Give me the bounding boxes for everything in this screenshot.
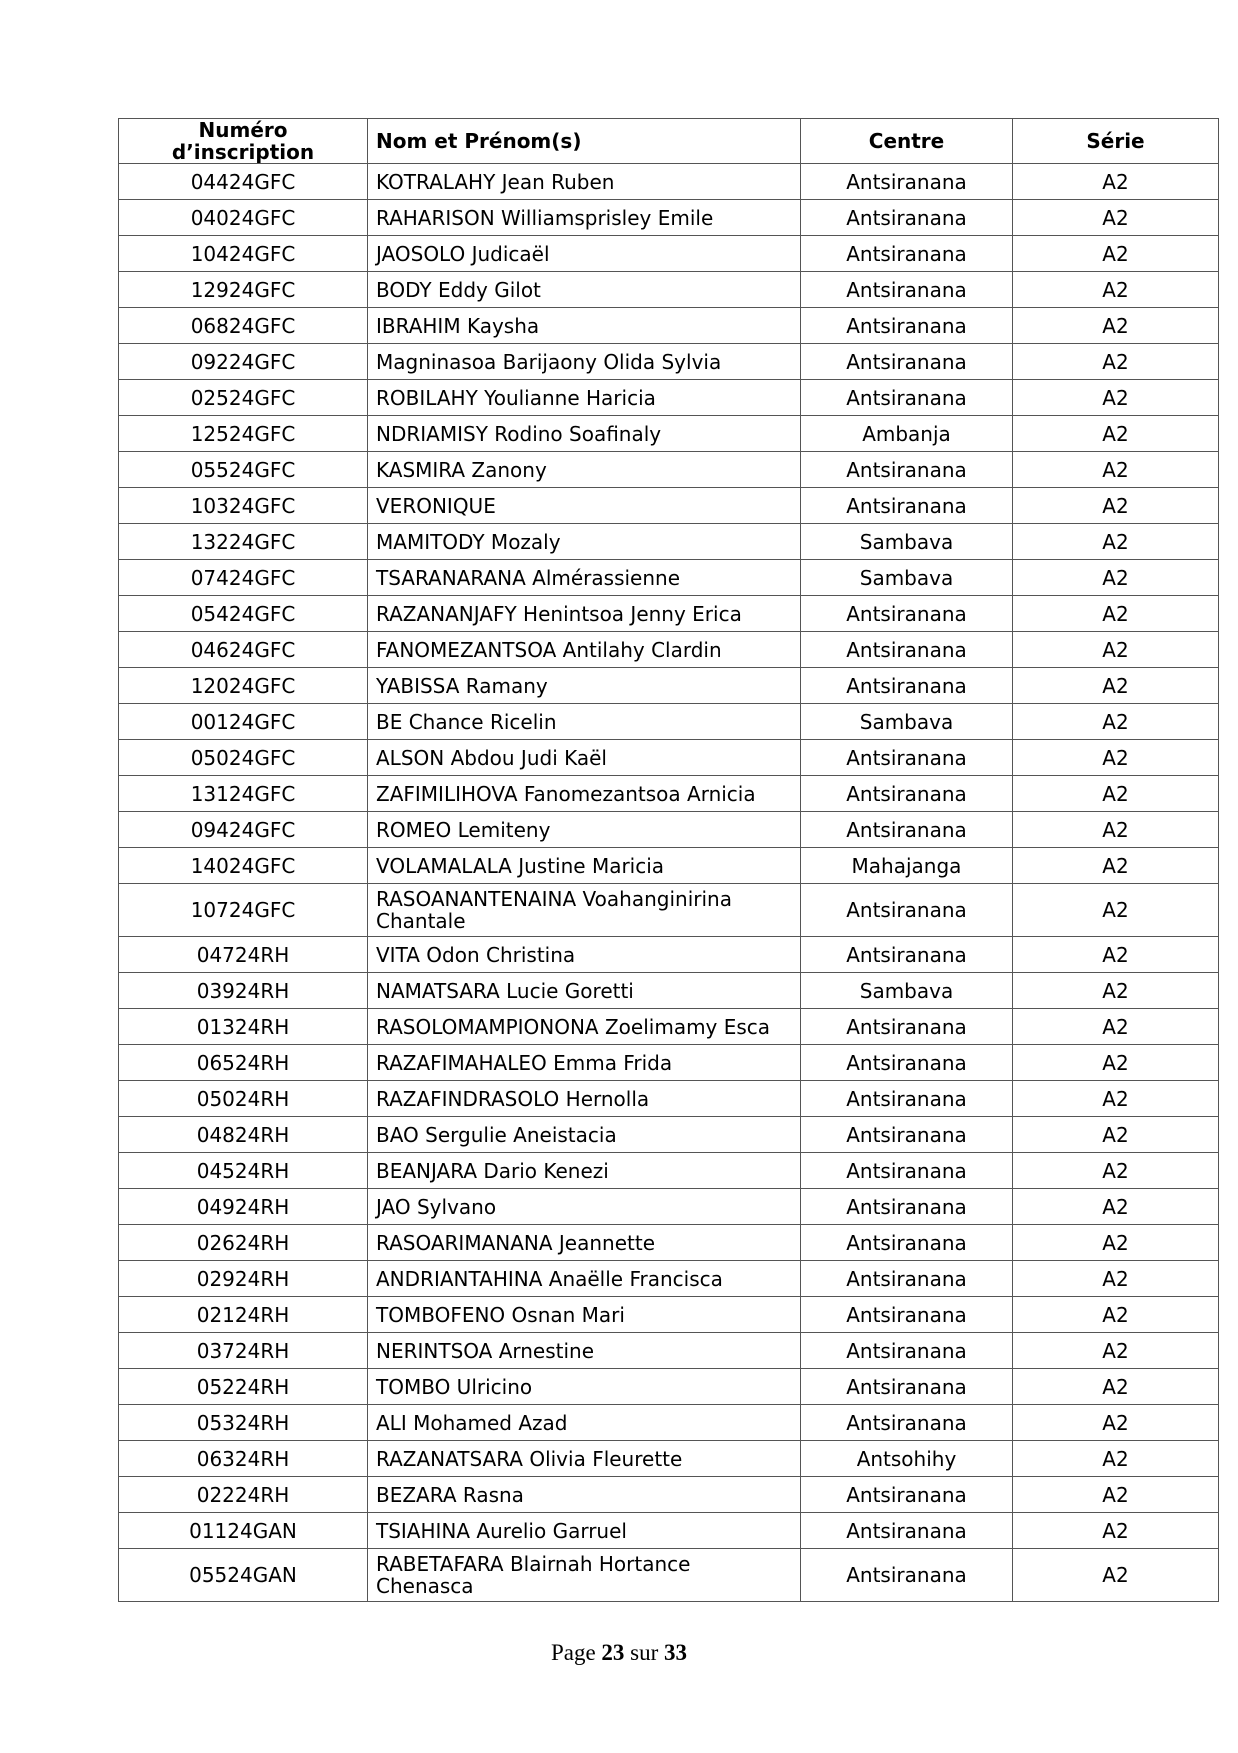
centre-cell: Antsiranana <box>801 1477 1013 1513</box>
table-row <box>119 1333 1219 1369</box>
registration-number-cell: 04924RH <box>119 1189 368 1225</box>
name-cell: IBRAHIM Kaysha <box>368 308 801 344</box>
name-cell: ROBILAHY Youlianne Haricia <box>368 380 801 416</box>
name-cell: RASOANANTENAINA Voahanginirina Chantale <box>368 884 801 937</box>
serie-cell: A2 <box>1013 560 1219 596</box>
header-registration-number: Numéro d’inscription <box>119 119 368 164</box>
name-cell: RAZAFINDRASOLO Hernolla <box>368 1081 801 1117</box>
serie-cell: A2 <box>1013 344 1219 380</box>
results-table <box>118 118 1219 1602</box>
serie-cell: A2 <box>1013 704 1219 740</box>
registration-number-cell: 04424GFC <box>119 164 368 200</box>
registration-number-cell: 02124RH <box>119 1297 368 1333</box>
name-cell: TOMBO Ulricino <box>368 1369 801 1405</box>
centre-cell: Antsiranana <box>801 812 1013 848</box>
table-body <box>119 164 1219 1602</box>
centre-cell: Antsiranana <box>801 344 1013 380</box>
registration-number-cell: 12924GFC <box>119 272 368 308</box>
registration-number-cell: 12024GFC <box>119 668 368 704</box>
table-row <box>119 1549 1219 1602</box>
registration-number-cell: 14024GFC <box>119 848 368 884</box>
serie-cell: A2 <box>1013 1369 1219 1405</box>
page-label: Page <box>550 1640 596 1665</box>
serie-cell: A2 <box>1013 848 1219 884</box>
name-cell: ZAFIMILIHOVA Fanomezantsoa Arnicia <box>368 776 801 812</box>
serie-cell: A2 <box>1013 632 1219 668</box>
centre-cell: Antsiranana <box>801 1549 1013 1602</box>
registration-number-cell: 02224RH <box>119 1477 368 1513</box>
centre-cell: Antsiranana <box>801 668 1013 704</box>
serie-cell: A2 <box>1013 1009 1219 1045</box>
centre-cell: Antsiranana <box>801 632 1013 668</box>
serie-cell: A2 <box>1013 1261 1219 1297</box>
table-row <box>119 848 1219 884</box>
serie-cell: A2 <box>1013 973 1219 1009</box>
registration-number-cell: 03924RH <box>119 973 368 1009</box>
name-cell: VERONIQUE <box>368 488 801 524</box>
serie-cell: A2 <box>1013 1441 1219 1477</box>
centre-cell: Antsiranana <box>801 1261 1013 1297</box>
header-row <box>119 119 1219 164</box>
table-row <box>119 272 1219 308</box>
registration-number-cell: 06324RH <box>119 1441 368 1477</box>
serie-cell: A2 <box>1013 1297 1219 1333</box>
centre-cell: Antsiranana <box>801 308 1013 344</box>
serie-cell: A2 <box>1013 937 1219 973</box>
serie-cell: A2 <box>1013 1189 1219 1225</box>
registration-number-cell: 05224RH <box>119 1369 368 1405</box>
serie-cell: A2 <box>1013 524 1219 560</box>
table-row <box>119 1045 1219 1081</box>
header-centre: Centre <box>801 119 1013 164</box>
serie-cell: A2 <box>1013 452 1219 488</box>
registration-number-cell: 05024GFC <box>119 740 368 776</box>
name-cell: ALI Mohamed Azad <box>368 1405 801 1441</box>
registration-number-cell: 12524GFC <box>119 416 368 452</box>
centre-cell: Antsiranana <box>801 1081 1013 1117</box>
centre-cell: Sambava <box>801 524 1013 560</box>
centre-cell: Antsiranana <box>801 488 1013 524</box>
name-cell: TOMBOFENO Osnan Mari <box>368 1297 801 1333</box>
centre-cell: Antsiranana <box>801 1297 1013 1333</box>
name-cell: RASOLOMAMPIONONA Zoelimamy Esca <box>368 1009 801 1045</box>
name-cell: KASMIRA Zanony <box>368 452 801 488</box>
name-cell: FANOMEZANTSOA Antilahy Clardin <box>368 632 801 668</box>
table-row <box>119 1153 1219 1189</box>
table-row <box>119 164 1219 200</box>
table-row <box>119 1477 1219 1513</box>
serie-cell: A2 <box>1013 1225 1219 1261</box>
name-cell: RASOARIMANANA Jeannette <box>368 1225 801 1261</box>
page-number <box>0 1640 1238 1666</box>
serie-cell: A2 <box>1013 812 1219 848</box>
table-row <box>119 596 1219 632</box>
name-cell: TSARANARANA Almérassienne <box>368 560 801 596</box>
centre-cell: Antsiranana <box>801 1045 1013 1081</box>
registration-number-cell: 01124GAN <box>119 1513 368 1549</box>
serie-cell: A2 <box>1013 416 1219 452</box>
name-cell: BEZARA Rasna <box>368 1477 801 1513</box>
registration-number-cell: 10324GFC <box>119 488 368 524</box>
registration-number-cell: 05024RH <box>119 1081 368 1117</box>
centre-cell: Antsiranana <box>801 1009 1013 1045</box>
name-cell: RAHARISON Williamsprisley Emile <box>368 200 801 236</box>
registration-number-cell: 04724RH <box>119 937 368 973</box>
centre-cell: Ambanja <box>801 416 1013 452</box>
name-cell: ALSON Abdou Judi Kaël <box>368 740 801 776</box>
name-cell: JAO Sylvano <box>368 1189 801 1225</box>
name-cell: NERINTSOA Arnestine <box>368 1333 801 1369</box>
centre-cell: Antsiranana <box>801 1153 1013 1189</box>
centre-cell: Antsiranana <box>801 200 1013 236</box>
table-row <box>119 1441 1219 1477</box>
serie-cell: A2 <box>1013 1549 1219 1602</box>
table-row <box>119 1297 1219 1333</box>
serie-cell: A2 <box>1013 272 1219 308</box>
name-cell: BE Chance Ricelin <box>368 704 801 740</box>
registration-number-cell: 05424GFC <box>119 596 368 632</box>
centre-cell: Antsiranana <box>801 740 1013 776</box>
serie-cell: A2 <box>1013 488 1219 524</box>
centre-cell: Antsiranana <box>801 596 1013 632</box>
name-cell: BEANJARA Dario Kenezi <box>368 1153 801 1189</box>
table-row <box>119 344 1219 380</box>
name-cell: NAMATSARA Lucie Goretti <box>368 973 801 1009</box>
centre-cell: Antsiranana <box>801 1189 1013 1225</box>
registration-number-cell: 02924RH <box>119 1261 368 1297</box>
name-cell: RABETAFARA Blairnah Hortance Chenasca <box>368 1549 801 1602</box>
serie-cell: A2 <box>1013 1405 1219 1441</box>
serie-cell: A2 <box>1013 1513 1219 1549</box>
centre-cell: Sambava <box>801 704 1013 740</box>
name-cell: ANDRIANTAHINA Anaëlle Francisca <box>368 1261 801 1297</box>
centre-cell: Antsiranana <box>801 1369 1013 1405</box>
table-row <box>119 1261 1219 1297</box>
table-row <box>119 632 1219 668</box>
centre-cell: Antsohihy <box>801 1441 1013 1477</box>
serie-cell: A2 <box>1013 1045 1219 1081</box>
centre-cell: Antsiranana <box>801 452 1013 488</box>
table-row <box>119 884 1219 937</box>
registration-number-cell: 04024GFC <box>119 200 368 236</box>
serie-cell: A2 <box>1013 596 1219 632</box>
name-cell: BODY Eddy Gilot <box>368 272 801 308</box>
serie-cell: A2 <box>1013 380 1219 416</box>
registration-number-cell: 06524RH <box>119 1045 368 1081</box>
table-row <box>119 488 1219 524</box>
table-row <box>119 1117 1219 1153</box>
serie-cell: A2 <box>1013 164 1219 200</box>
table-row <box>119 452 1219 488</box>
serie-cell: A2 <box>1013 1081 1219 1117</box>
serie-cell: A2 <box>1013 1153 1219 1189</box>
name-cell: VOLAMALALA Justine Maricia <box>368 848 801 884</box>
registration-number-cell: 04824RH <box>119 1117 368 1153</box>
registration-number-cell: 02524GFC <box>119 380 368 416</box>
serie-cell: A2 <box>1013 308 1219 344</box>
table-row <box>119 704 1219 740</box>
centre-cell: Antsiranana <box>801 380 1013 416</box>
table-row <box>119 308 1219 344</box>
registration-number-cell: 13124GFC <box>119 776 368 812</box>
table-row <box>119 524 1219 560</box>
name-cell: RAZANATSARA Olivia Fleurette <box>368 1441 801 1477</box>
serie-cell: A2 <box>1013 740 1219 776</box>
table-row <box>119 1225 1219 1261</box>
name-cell: ROMEO Lemiteny <box>368 812 801 848</box>
serie-cell: A2 <box>1013 668 1219 704</box>
name-cell: RAZAFIMAHALEO Emma Frida <box>368 1045 801 1081</box>
table-row <box>119 812 1219 848</box>
name-cell: YABISSA Ramany <box>368 668 801 704</box>
table-row <box>119 740 1219 776</box>
registration-number-cell: 07424GFC <box>119 560 368 596</box>
table-row <box>119 1405 1219 1441</box>
centre-cell: Antsiranana <box>801 272 1013 308</box>
name-cell: NDRIAMISY Rodino Soafinaly <box>368 416 801 452</box>
page-separator: sur <box>630 1640 659 1665</box>
registration-number-cell: 06824GFC <box>119 308 368 344</box>
registration-number-cell: 01324RH <box>119 1009 368 1045</box>
serie-cell: A2 <box>1013 1333 1219 1369</box>
registration-number-cell: 04624GFC <box>119 632 368 668</box>
registration-number-cell: 05524GFC <box>119 452 368 488</box>
name-cell: TSIAHINA Aurelio Garruel <box>368 1513 801 1549</box>
table-row <box>119 1369 1219 1405</box>
registration-number-cell: 00124GFC <box>119 704 368 740</box>
serie-cell: A2 <box>1013 1117 1219 1153</box>
centre-cell: Antsiranana <box>801 937 1013 973</box>
table-row <box>119 668 1219 704</box>
name-cell: RAZANANJAFY Henintsoa Jenny Erica <box>368 596 801 632</box>
registration-number-cell: 13224GFC <box>119 524 368 560</box>
centre-cell: Sambava <box>801 973 1013 1009</box>
centre-cell: Antsiranana <box>801 1405 1013 1441</box>
table-row <box>119 416 1219 452</box>
total-pages: 33 <box>664 1640 688 1665</box>
centre-cell: Antsiranana <box>801 1333 1013 1369</box>
serie-cell: A2 <box>1013 1477 1219 1513</box>
table-row <box>119 973 1219 1009</box>
registration-number-cell: 02624RH <box>119 1225 368 1261</box>
table-row <box>119 776 1219 812</box>
registration-number-cell: 09424GFC <box>119 812 368 848</box>
table-row <box>119 380 1219 416</box>
serie-cell: A2 <box>1013 200 1219 236</box>
registration-number-cell: 10724GFC <box>119 884 368 937</box>
registration-number-cell: 10424GFC <box>119 236 368 272</box>
name-cell: MAMITODY Mozaly <box>368 524 801 560</box>
table-row <box>119 236 1219 272</box>
registration-number-cell: 04524RH <box>119 1153 368 1189</box>
current-page: 23 <box>601 1640 625 1665</box>
serie-cell: A2 <box>1013 236 1219 272</box>
table-row <box>119 560 1219 596</box>
table-row <box>119 1189 1219 1225</box>
registration-number-cell: 05324RH <box>119 1405 368 1441</box>
table-row <box>119 1513 1219 1549</box>
table-row <box>119 1081 1219 1117</box>
name-cell: JAOSOLO Judicaël <box>368 236 801 272</box>
centre-cell: Antsiranana <box>801 776 1013 812</box>
name-cell: BAO Sergulie Aneistacia <box>368 1117 801 1153</box>
table-row <box>119 937 1219 973</box>
name-cell: VITA Odon Christina <box>368 937 801 973</box>
centre-cell: Antsiranana <box>801 236 1013 272</box>
table-row <box>119 200 1219 236</box>
name-cell: KOTRALAHY Jean Ruben <box>368 164 801 200</box>
serie-cell: A2 <box>1013 884 1219 937</box>
name-cell: Magninasoa Barijaony Olida Sylvia <box>368 344 801 380</box>
header-name: Nom et Prénom(s) <box>368 119 801 164</box>
centre-cell: Mahajanga <box>801 848 1013 884</box>
table-row <box>119 1009 1219 1045</box>
serie-cell: A2 <box>1013 776 1219 812</box>
registration-number-cell: 05524GAN <box>119 1549 368 1602</box>
centre-cell: Antsiranana <box>801 1117 1013 1153</box>
centre-cell: Antsiranana <box>801 1225 1013 1261</box>
header-serie: Série <box>1013 119 1219 164</box>
registration-number-cell: 03724RH <box>119 1333 368 1369</box>
centre-cell: Antsiranana <box>801 164 1013 200</box>
centre-cell: Antsiranana <box>801 884 1013 937</box>
centre-cell: Antsiranana <box>801 1513 1013 1549</box>
registration-number-cell: 09224GFC <box>119 344 368 380</box>
centre-cell: Sambava <box>801 560 1013 596</box>
